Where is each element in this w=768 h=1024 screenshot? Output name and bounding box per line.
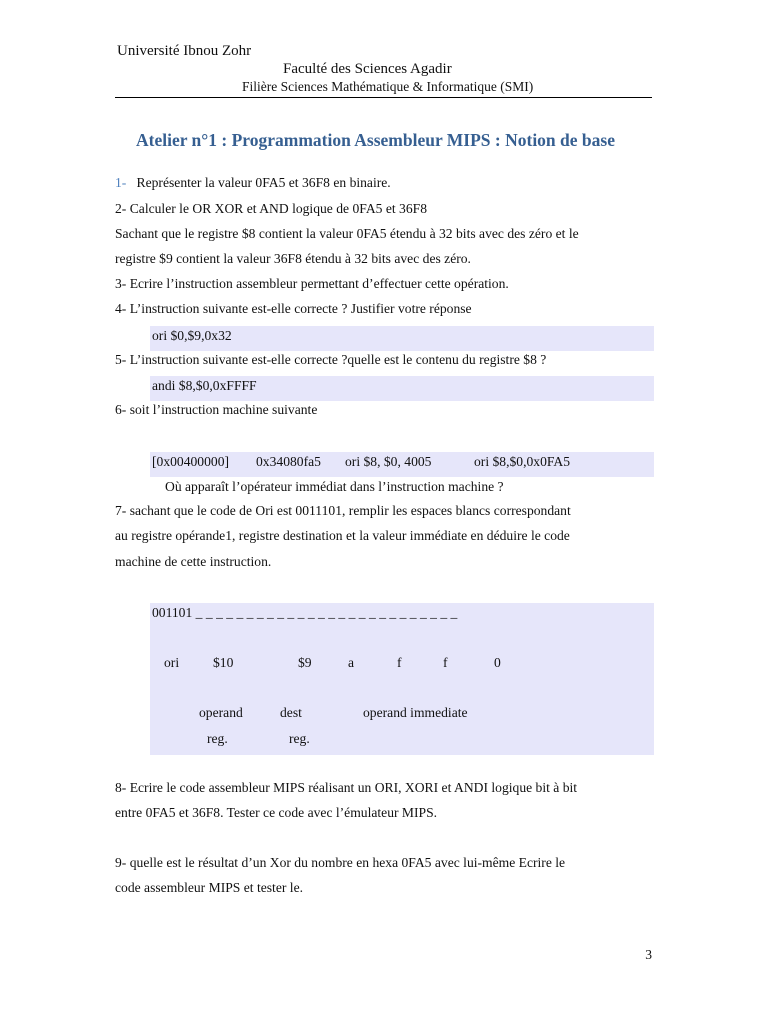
header-university: Université Ibnou Zohr [117, 43, 252, 59]
question-2-context-2: registre $9 contient la valeur 36F8 étendu à 32 bits avec des zéro. [115, 251, 471, 266]
question-9-line-2: code assembleur MIPS et tester le. [115, 880, 303, 895]
question-7-line-3: machine de cette instruction. [115, 554, 272, 569]
page-title: Atelier n°1 : Programmation Assembleur MIPS : Notion de base [136, 130, 615, 150]
question-1-text: Représenter la valeur 0FA5 et 36F8 en binaire. [136, 175, 391, 190]
label-immediate: operand immediate [363, 705, 468, 720]
field-imm-2: f [397, 655, 402, 670]
question-8-line-2: entre 0FA5 et 36F8. Tester ce code avec l’émulateur MIPS. [115, 805, 438, 820]
field-imm-3: f [443, 655, 448, 670]
field-opcode: ori [164, 655, 180, 670]
question-7-line-1: 7- sachant que le code de Ori est 0011101, remplir les espaces blancs correspondant [115, 503, 571, 518]
question-1-number: 1- [115, 175, 127, 190]
code-q5: andi $8,$0,0xFFFF [152, 378, 257, 393]
bit-template: 001101 _ _ _ _ _ _ _ _ _ _ _ _ _ _ _ _ _ _ _ _ _ _ _ _ _ _ [152, 605, 458, 620]
page-number: 3 [645, 947, 652, 962]
question-1 [115, 175, 391, 191]
label-dest-reg-2: reg. [289, 731, 310, 746]
field-imm-4: 0 [494, 655, 501, 670]
question-9-line-1: 9- quelle est le résultat d’un Xor du nombre en hexa 0FA5 avec lui-même Ecrire le [115, 855, 566, 870]
label-operand-reg-1: operand [199, 705, 243, 720]
question-5: 5- L’instruction suivante est-elle correcte ?quelle est le contenu du registre $8 ? [115, 352, 547, 367]
field-rt: $10 [213, 655, 234, 670]
field-rs: $9 [298, 655, 312, 670]
header-rule [115, 97, 652, 98]
question-3: 3- Ecrire l’instruction assembleur permettant d’effectuer cette opération. [115, 276, 509, 291]
header-filiere: Filière Sciences Mathématique & Informatique (SMI) [242, 79, 534, 94]
question-8-line-1: 8- Ecrire le code assembleur MIPS réalisant un ORI, XORI et ANDI logique bit à bit [115, 780, 578, 795]
question-6: 6- soit l’instruction machine suivante [115, 402, 318, 417]
code-q6-decoded: ori $8, $0, 4005 [345, 454, 432, 469]
code-q6-address: [0x00400000] [152, 454, 230, 469]
question-2: 2- Calculer le OR XOR et AND logique de 0FA5 et 36F8 [115, 201, 427, 216]
label-dest-reg-1: dest [280, 705, 302, 720]
code-q4: ori $0,$9,0x32 [152, 328, 232, 343]
header-faculty: Faculté des Sciences Agadir [283, 61, 452, 77]
label-operand-reg-2: reg. [207, 731, 228, 746]
field-imm-1: a [348, 655, 355, 670]
code-q6-source: ori $8,$0,0x0FA5 [474, 454, 571, 469]
question-7-line-2: au registre opérande1, registre destination et la valeur immédiate en déduire le code [115, 528, 570, 543]
code-q6-machine: 0x34080fa5 [256, 454, 321, 469]
question-2-context-1: Sachant que le registre $8 contient la valeur 0FA5 étendu à 32 bits avec des zéro et le [115, 226, 579, 241]
question-4: 4- L’instruction suivante est-elle correcte ? Justifier votre réponse [115, 301, 472, 316]
question-6-detail: Où apparaît l’opérateur immédiat dans l’instruction machine ? [165, 479, 504, 494]
